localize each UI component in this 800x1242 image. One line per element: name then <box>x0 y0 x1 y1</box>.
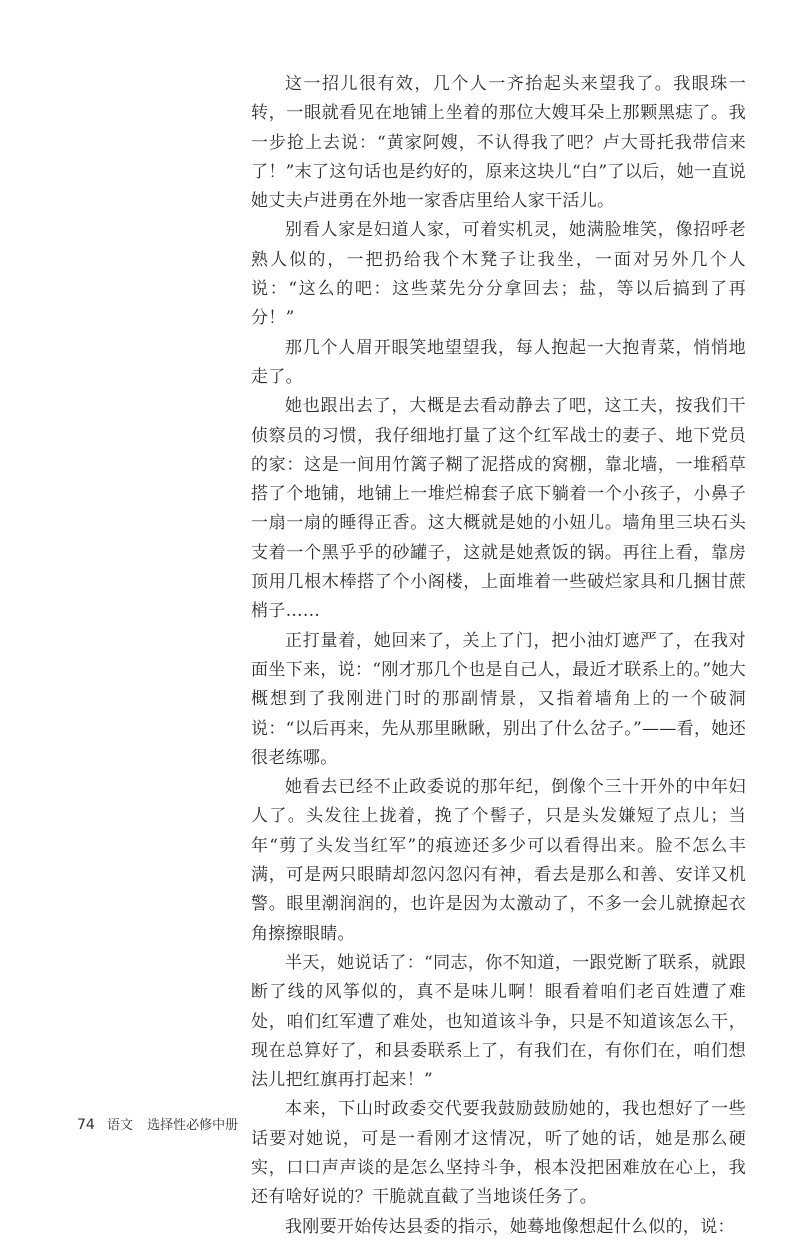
page-footer <box>77 1114 238 1133</box>
paragraph-9: 我刚要开始传达县委的指示，她蓦地像想起什么似的，说： <box>285 1216 735 1237</box>
volume-label: 选择性必修中册 <box>147 1118 239 1133</box>
paragraph-7: 半天，她说话了：“同志，你不知道，一跟党断了联系，就跟断了线的风筝似的，真不是味儿啊！眼看着咱们老百姓遭了难处，咱们红军遭了难处，也知道该斗争，只是不知道该怎么干，现在总算好了，和县委联系上了，有我们在，有你们在，咱们想法儿把红旗再打起来！” <box>251 952 746 1091</box>
paragraph-1: 这一招儿很有效，几个人一齐抬起头来望我了。我眼珠一转，一眼就看见在地铺上坐着的那位大嫂耳朵上那颗黑痣了。我一步抢上去说：“黄家阿嫂，不认得我了吧？卢大哥托我带信来了！”末了这句话也是约好的，原来这块儿“白”了以后，她一直说她丈夫卢进勇在外地一家香店里给人家干活儿。 <box>251 74 746 212</box>
body-text <box>251 70 746 1242</box>
paragraph-6: 她看去已经不止政委说的那年纪，倒像个三十开外的中年妇人了。头发往上拢着，挽了个髻子，只是头发嫌短了点儿；当年“剪了头发当红军”的痕迹还多少可以看得出来。脸不怎么丰满，可是两只眼睛却忽闪忽闪有神，看去是那么和善、安详又机警。眼里潮润润的，也许是因为太激动了，不多一会儿就撩起衣角擦擦眼睛。 <box>251 777 746 944</box>
paragraph-2: 别看人家是妇道人家，可着实机灵，她满脸堆笑，像招呼老熟人似的，一把扔给我个木凳子让我坐，一面对另外几个人说：“这么的吧：这些菜先分分拿回去；盐，等以后搞到了再分！” <box>251 220 746 329</box>
paragraph-3: 那几个人眉开眼笑地望望我，每人抱起一大抱青菜，悄悄地走了。 <box>251 337 746 387</box>
paragraph-8: 本来，下山时政委交代要我鼓励鼓励她的，我也想好了一些话要对她说，可是一看刚才这情况，听了她的话，她是那么硬实，口口声声谈的是怎么坚持斗争，根本没把困难放在心上，我还有啥好说的？干脆就直截了当地谈任务了。 <box>251 1099 746 1208</box>
page-number: 74 <box>77 1117 95 1133</box>
subject-label: 语文 <box>106 1118 133 1133</box>
paragraph-5: 正打量着，她回来了，关上了门，把小油灯遮严了，在我对面坐下来，说：“刚才那几个也是自己人，最近才联系上的。”她大概想到了我刚进门时的那副情景，又指着墙角上的一个破洞说：“以后再来，先从那里瞅瞅，别出了什么岔子。”——看，她还很老练哪。 <box>251 630 746 768</box>
paragraph-4: 她也跟出去了，大概是去看动静去了吧，这工夫，按我们干侦察员的习惯，我仔细地打量了这个红军战士的妻子、地下党员的家：这是一间用竹篱子糊了泥搭成的窝棚，靠北墙，一堆稻草搭了个地铺，地铺上一堆烂棉套子底下躺着一个小孩子，小鼻子一扇一扇的睡得正香。这大概就是她的小妞儿。墙角里三块石头支着一个黑乎乎的砂罐子，这就是她煮饭的锅。再往上看，靠房顶用几根木棒搭了个小阁楼，上面堆着一些破烂家具和几捆甘蔗梢子…… <box>251 396 746 622</box>
